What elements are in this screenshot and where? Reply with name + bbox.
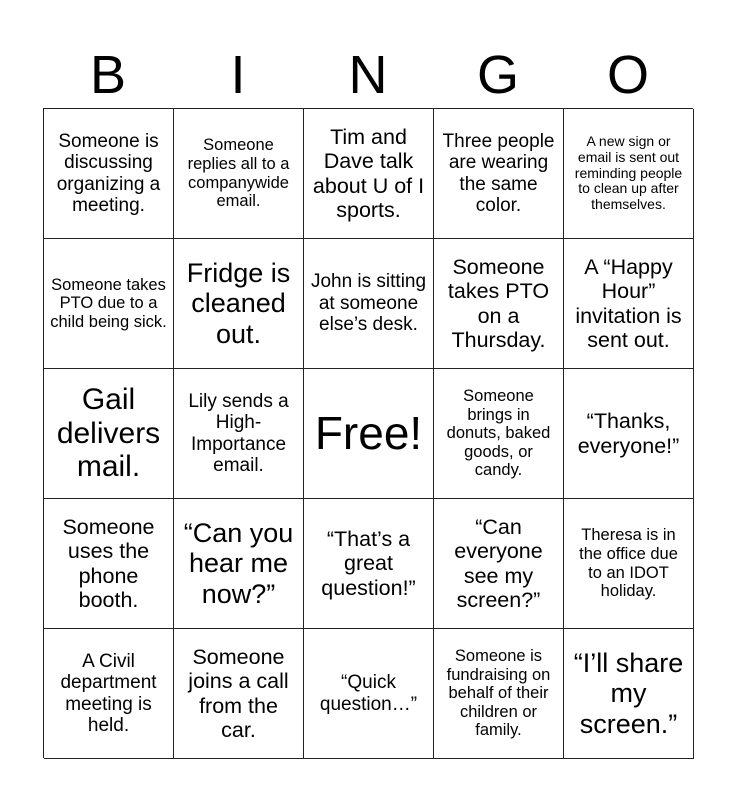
bingo-cell[interactable] [174, 239, 304, 369]
cell-text: Someone joins a call from the car. [188, 644, 289, 742]
bingo-cell[interactable] [304, 109, 434, 239]
bingo-cell[interactable] [44, 109, 174, 239]
cell-text: A “Happy Hour” invitation is sent out. [575, 254, 682, 352]
bingo-cell[interactable] [564, 499, 694, 629]
cell-text: “Can you hear me now?” [183, 517, 294, 609]
bingo-cell[interactable] [564, 239, 694, 369]
cell-text: Gail delivers mail. [56, 382, 161, 484]
cell-text: John is sitting at someone else’s desk. [310, 271, 427, 336]
cell-text: Someone replies all to a companywide email. [187, 136, 290, 211]
cell-text: Tim and Dave talk about U of I sports. [312, 124, 425, 222]
header-letter-b: B [89, 45, 127, 105]
bingo-cell[interactable] [564, 629, 694, 759]
bingo-cell[interactable] [174, 109, 304, 239]
header-letter-n: N [348, 45, 388, 105]
cell-text: Someone takes PTO on a Thursday. [447, 254, 550, 352]
bingo-cell[interactable] [434, 239, 564, 369]
bingo-cell[interactable] [304, 499, 434, 629]
free-space-cell[interactable] [304, 369, 434, 499]
bingo-cell[interactable] [564, 369, 694, 499]
bingo-cell[interactable] [174, 629, 304, 759]
cell-text: Fridge is cleaned out. [186, 257, 291, 349]
cell-text: Theresa is in the office due to an IDOT holiday. [579, 526, 678, 601]
cell-text: Three people are wearing the same color. [442, 130, 555, 216]
bingo-cell[interactable] [434, 629, 564, 759]
header-letter-g: G [476, 45, 519, 105]
bingo-cell[interactable] [304, 629, 434, 759]
cell-text: “Quick question…” [319, 672, 418, 715]
cell-text: Lily sends a High-Importance email. [188, 390, 289, 476]
free-space-text: Free! [314, 406, 423, 459]
header-letter-i: I [230, 45, 246, 105]
cell-text: A new sign or email is sent out reminding people to clean up after themselves. [574, 132, 683, 213]
bingo-cell[interactable] [434, 109, 564, 239]
cell-text: “I’ll share my screen.” [573, 647, 684, 739]
cell-text: “That’s a great question!” [321, 527, 416, 600]
cell-text: Someone brings in donuts, baked goods, or candy. [446, 386, 551, 480]
bingo-cell[interactable] [44, 629, 174, 759]
cell-text: Someone takes PTO due to a child being sick. [50, 275, 167, 331]
bingo-cell[interactable] [564, 109, 694, 239]
bingo-cell[interactable] [304, 239, 434, 369]
cell-text: Someone is fundraising on behalf of their children or family. [446, 646, 551, 740]
cell-text: Someone uses the phone booth. [62, 514, 155, 612]
cell-text: “Can everyone see my screen?” [454, 514, 543, 612]
bingo-cell[interactable] [434, 369, 564, 499]
bingo-cell[interactable] [44, 239, 174, 369]
bingo-cell[interactable] [174, 499, 304, 629]
bingo-card-grid [43, 108, 693, 758]
cell-text: Someone is discussing organizing a meeting. [56, 130, 161, 216]
header-letter-o: O [606, 45, 649, 105]
bingo-cell[interactable] [44, 499, 174, 629]
bingo-cell[interactable] [434, 499, 564, 629]
bingo-header [43, 42, 693, 108]
cell-text: A Civil department meeting is held. [60, 650, 157, 736]
bingo-cell[interactable] [44, 369, 174, 499]
cell-text: “Thanks, everyone!” [577, 409, 680, 458]
bingo-cell[interactable] [174, 369, 304, 499]
